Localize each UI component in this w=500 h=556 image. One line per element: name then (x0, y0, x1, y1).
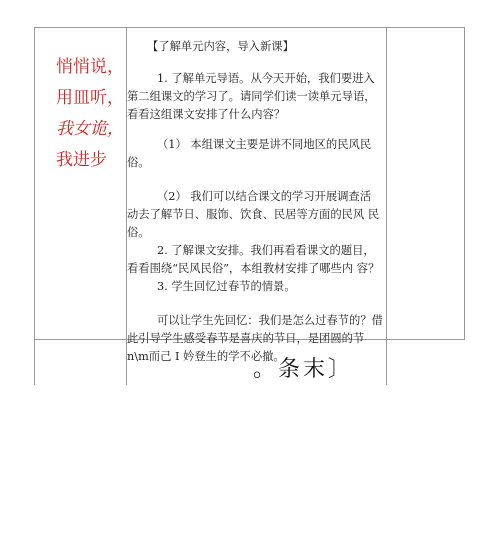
side-note (56, 52, 126, 176)
table-left-border (34, 27, 35, 385)
paragraph-text-arrangement: 2. 了解课文安排。我们再看看课文的题目， 看看围绕“民风民俗”，本组教材安排了哪些内 容？ (127, 244, 380, 275)
paragraph-spring-festival: 3. 学生回忆过春节的情景。 (157, 280, 296, 293)
side-note-line-1: 悄悄说， (56, 57, 124, 77)
paragraph-recall: 可以让学生先回忆：我们是怎么过春节的？借此引导学生感受春节是喜庆的节日，是团圆的节 n\m而己 I 妗登生的学不必撤。 (127, 314, 383, 363)
side-note-line-3: 我女诡， (56, 119, 124, 139)
lesson-content (127, 38, 385, 366)
side-note-line-4: 我进步 (56, 150, 107, 170)
footer-text: 。条末〕 (253, 357, 354, 382)
section-heading: 【了解单元内容，导入新课】 (147, 40, 294, 53)
paragraph-point-1: （1） 本组课文主要是讲不同地区的民风民俗。 (127, 138, 372, 169)
table-top-border (34, 27, 465, 28)
paragraph-unit-guide: 1. 了解单元导语。从今天开始，我们要进入 第二组课文的学习了。请同学们读一读单元导语， 看看这组课文安排了什么内容？ (127, 72, 376, 121)
side-note-line-2: 用皿听， (56, 88, 124, 108)
table-column-divider-2 (386, 27, 387, 385)
table-right-border (464, 27, 465, 339)
paragraph-point-2: （2） 我们可以结合课文的学习开展调查活 动去了解节日、服饰、饮食、民居等方面的民风 民俗。 (127, 190, 380, 239)
